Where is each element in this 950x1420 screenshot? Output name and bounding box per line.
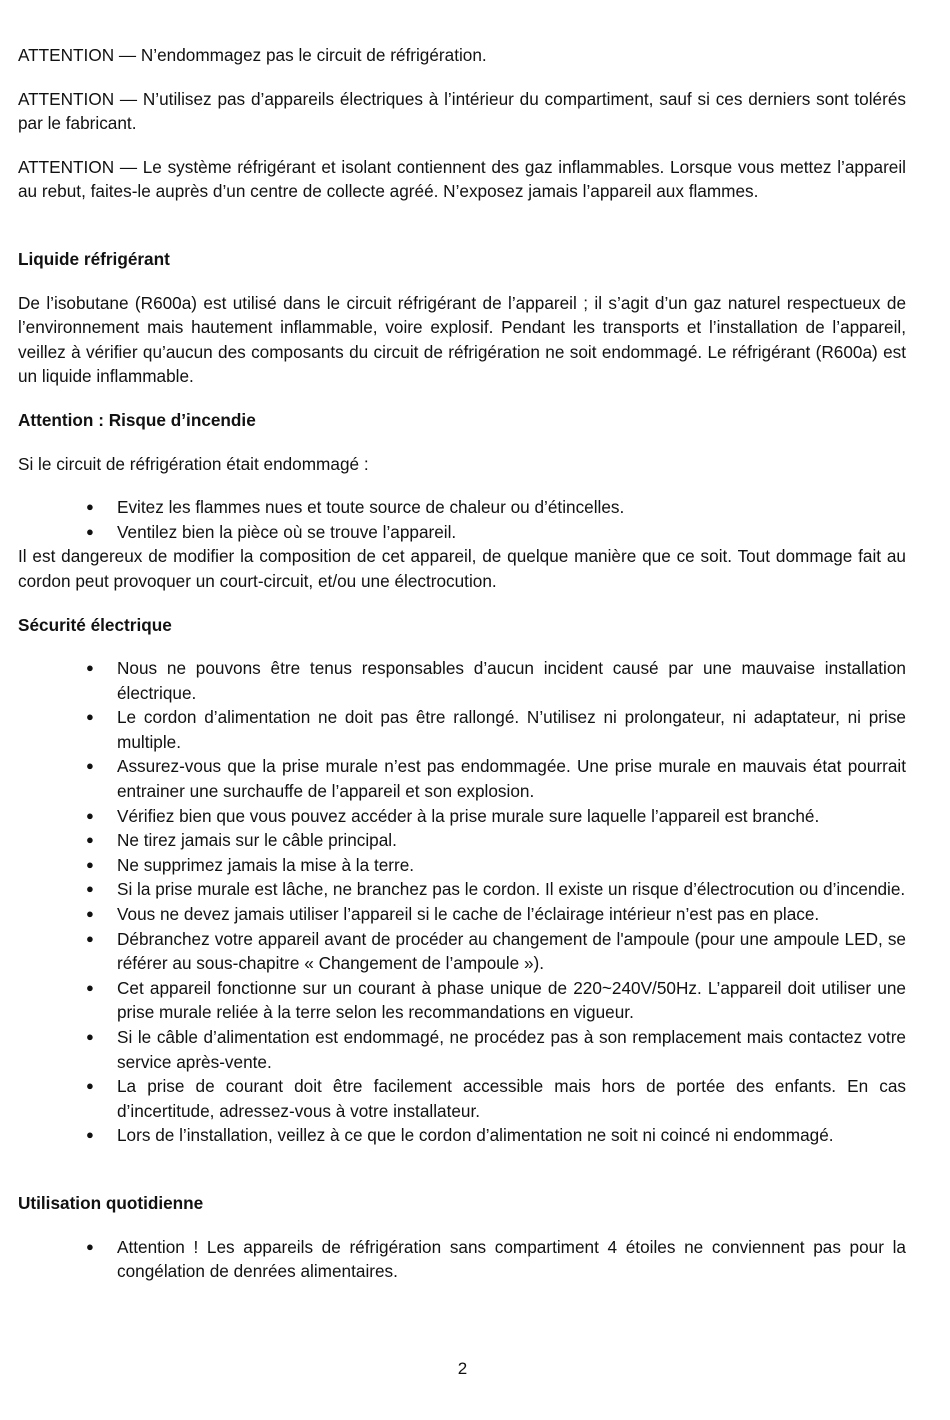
attention-paragraph: ATTENTION — Le système réfrigérant et isolant contiennent des gaz inflammables. Lorsque vous mettez l’appareil au rebut, faites-le auprès d’un centre de collecte agréé. N’exposez jamais l’appareil aux flammes. bbox=[18, 156, 906, 202]
incendie-intro: Si le circuit de réfrigération était endommagé : bbox=[18, 453, 369, 474]
bullet-icon: ● bbox=[86, 709, 94, 725]
bullet-icon: ● bbox=[86, 930, 94, 946]
list-item: ● Si la prise murale est lâche, ne branchez pas le cordon. Il existe un risque d’électrocution ou d’incendie. bbox=[18, 877, 906, 902]
attention-paragraph: ATTENTION — N’utilisez pas d’appareils électriques à l’intérieur du compartiment, sauf si ces derniers sont tolérés par le fabricant. bbox=[18, 88, 906, 134]
list-item: ● Débranchez votre appareil avant de procéder au changement de l'ampoule (pour une ampoule LED, se référer au sous-chapitre « Changement de l’ampoule »). bbox=[86, 928, 906, 974]
incendie-list bbox=[18, 495, 906, 544]
bullet-icon: ● bbox=[86, 979, 94, 995]
bullet-icon: ● bbox=[86, 856, 94, 872]
utilisation-list bbox=[18, 1235, 906, 1284]
section-heading-incendie: Attention : Risque d’incendie bbox=[18, 409, 256, 430]
list-item: ● La prise de courant doit être facilement accessible mais hors de portée des enfants. En cas d’incertitude, adressez-vous à votre installateur. bbox=[86, 1076, 906, 1121]
securite-list bbox=[18, 656, 906, 1148]
list-item: ● Ne tirez jamais sur le câble principal. bbox=[18, 828, 906, 853]
bullet-icon: ● bbox=[86, 1238, 94, 1254]
list-item: ● Evitez les flammes nues et toute source de chaleur ou d’étincelles. bbox=[18, 495, 906, 520]
attention-paragraph: ATTENTION — N’endommagez pas le circuit de réfrigération. bbox=[18, 45, 487, 65]
list-item: ● Ventilez bien la pièce où se trouve l’appareil. bbox=[18, 520, 906, 545]
bullet-icon: ● bbox=[86, 832, 94, 848]
list-item: ● Cet appareil fonctionne sur un courant à phase unique de 220~240V/50Hz. L’appareil doit utiliser une prise murale reliée à la terre selon les recommandations en vigueur. bbox=[86, 977, 906, 1023]
section-heading-securite: Sécurité électrique bbox=[18, 614, 172, 635]
list-item: ● Ne supprimez jamais la mise à la terre. bbox=[18, 853, 906, 878]
bullet-icon: ● bbox=[86, 660, 94, 676]
list-item: ● Vous ne devez jamais utiliser l’appareil si le cache de l’éclairage intérieur n’est pas en place. bbox=[18, 902, 906, 927]
list-item: ● Attention ! Les appareils de réfrigération sans compartiment 4 étoiles ne conviennent pas pour la congélation de denrées alimentaires. bbox=[86, 1236, 906, 1282]
section-heading-liquide: Liquide réfrigérant bbox=[18, 248, 170, 269]
bullet-icon: ● bbox=[86, 906, 94, 922]
list-item: ● Vérifiez bien que vous pouvez accéder à la prise murale sure laquelle l’appareil est branché. bbox=[18, 804, 906, 829]
bullet-icon: ● bbox=[86, 1078, 94, 1094]
bullet-icon: ● bbox=[86, 807, 94, 823]
bullet-icon: ● bbox=[86, 881, 94, 897]
bullet-icon: ● bbox=[86, 1029, 94, 1044]
document-page bbox=[18, 43, 906, 1284]
list-item: ● Le cordon d’alimentation ne doit pas être rallongé. N’utilisez ni prolongateur, ni adaptateur, ni prise multiple. bbox=[86, 707, 906, 752]
bullet-icon: ● bbox=[86, 1127, 94, 1143]
bullet-icon: ● bbox=[86, 758, 94, 774]
bullet-icon: ● bbox=[86, 523, 94, 539]
section-heading-utilisation: Utilisation quotidienne bbox=[18, 1192, 204, 1213]
list-item: ● Lors de l’installation, veillez à ce que le cordon d’alimentation ne soit ni coincé ni endommagé. bbox=[18, 1123, 906, 1148]
list-item: ● Nous ne pouvons être tenus responsables d’aucun incident causé par une mauvaise installation électrique. bbox=[86, 658, 906, 703]
page-number: 2 bbox=[457, 1359, 468, 1378]
incendie-after-paragraph: Il est dangereux de modifier la composition de cet appareil, de quelque manière que ce soit. Tout dommage fait au cordon peut provoquer un court-circuit, et/ou une électrocution. bbox=[18, 546, 906, 591]
bullet-icon: ● bbox=[86, 499, 94, 515]
list-item: ● Assurez-vous que la prise murale n’est pas endommagée. Une prise murale en mauvais état pourrait entrainer une surchauffe de l’appareil et son explosion. bbox=[86, 756, 906, 802]
liquide-paragraph: De l’isobutane (R600a) est utilisé dans le circuit réfrigérant de l’appareil ; il s’agit d’un gaz naturel respectueux de l’environnement mais hautement inflammable, voire explosif. Pendant les transports et l’installation de l’appareil, veillez à vérifier qu’aucun des composants du circuit de réfrigération ne soit endommagé. Le réfrigérant (R600a) est un liquide inflammable. bbox=[18, 292, 906, 387]
list-item: ● Si le câble d’alimentation est endommagé, ne procédez pas à son remplacement mais contactez votre service après-vente. bbox=[86, 1027, 906, 1072]
